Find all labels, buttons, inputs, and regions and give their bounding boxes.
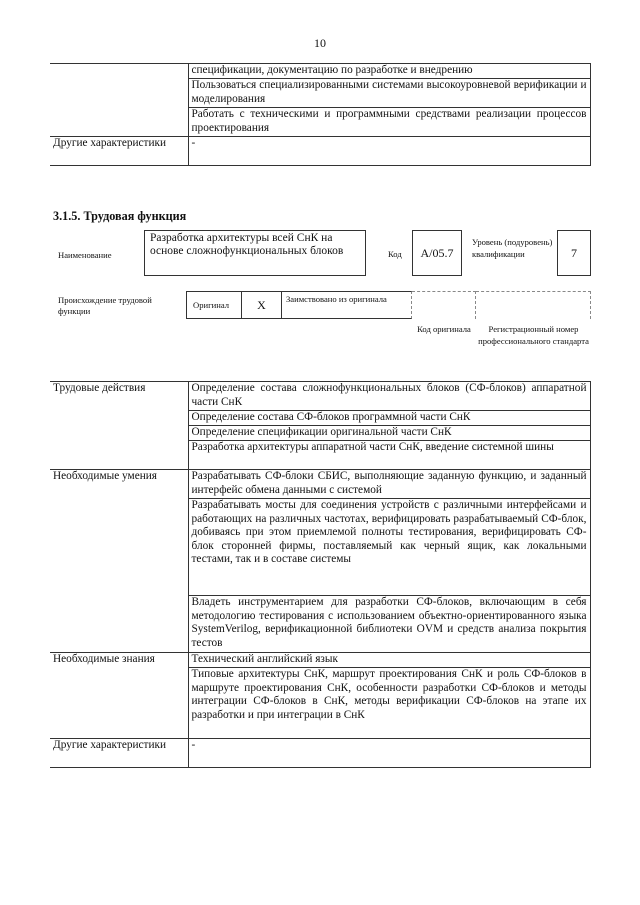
reg-number-label: Регистрационный номер профессионального стандарта [478, 324, 589, 346]
row-label: Другие характеристики [50, 739, 188, 768]
level-value: 7 [557, 230, 591, 276]
level-label: Уровень (подуровень) квалификации [472, 237, 553, 259]
table-cell: Разработка архитектуры аппаратной части СнК, введение системной шины [188, 441, 590, 470]
table-cell: Пользоваться специализированными системами высокоуровневой верификации и моделирования [188, 79, 590, 108]
row-label: Трудовые действия [50, 382, 188, 470]
table-row [50, 653, 590, 668]
table-cell: Типовые архитектуры СнК, маршрут проектирования СнК и роль СФ-блоков в маршруте проектирования СнК, особенности разработки СФ-блоков и методы интеграции СФ-блоков в СнК, методы верификации СФ-блоков на этапе их разработки и при интеграции в СнК [188, 668, 590, 739]
table-row [50, 739, 590, 768]
section-title: 3.1.5. Трудовая функция [53, 209, 187, 223]
table-cell: - [188, 739, 590, 768]
table-row [50, 470, 590, 499]
table-cell: спецификации, документацию по разработке и внедрению [188, 64, 590, 79]
table-cell: Владеть инструментарием для разработки СФ-блоков, включающим в себя методологию тестирования с использованием объектно-ориентированного языка SystemVerilog, верификационной библиотеки OVM и средств анализа покрытия тестов [188, 596, 590, 653]
original-code-label: Код оригинала [417, 324, 471, 334]
row-label: Необходимые знания [50, 653, 188, 739]
borrowed-label: Заимствовано из оригинала [282, 291, 412, 319]
original-label: Оригинал [186, 291, 242, 319]
name-value: Разработка архитектуры всей СнК на основе сложнофункциональных блоков [144, 230, 366, 276]
row-label: Другие характеристики [50, 137, 188, 166]
table-row [50, 137, 590, 166]
table-cell: Определение состава СФ-блоков программной части СнК [188, 411, 590, 426]
table-cell: Работать с техническими и программными средствами реализации процессов проектирования [188, 108, 590, 137]
original-mark: X [242, 291, 282, 319]
table-cell: Разрабатывать СФ-блоки СБИС, выполняющие заданную функцию, и заданный интерфейс обмена данными с системой [188, 470, 590, 499]
table-row [50, 382, 590, 411]
reg-number-box [476, 291, 591, 319]
page-number: 10 [314, 36, 326, 50]
table-cell: Разрабатывать мосты для соединения устройств с различными интерфейсами и работающих на различных частотах, верифицировать разрабатываемый СФ-блок, добиваясь при этом приемлемой полноты тестирования, верифицировать СФ-блок сторонней фирмы, поставляемый как черный ящик, как локальными тестами, так и в составе системы [188, 499, 590, 596]
main-table [50, 381, 591, 768]
row-label: Необходимые умения [50, 470, 188, 653]
table-cell: Определение спецификации оригинальной части СнК [188, 426, 590, 441]
name-label: Наименование [58, 250, 112, 260]
code-value: A/05.7 [412, 230, 462, 276]
row-label [50, 64, 188, 137]
table-cell: Определение состава сложнофункциональных блоков (СФ-блоков) аппаратной части СнК [188, 382, 590, 411]
origin-label: Происхождение трудовой функции [58, 295, 152, 316]
top-table [50, 63, 591, 166]
table-row [50, 64, 590, 79]
code-label: Код [388, 249, 402, 259]
original-code-box [412, 291, 476, 319]
table-cell: - [188, 137, 590, 166]
table-cell: Технический английский язык [188, 653, 590, 668]
